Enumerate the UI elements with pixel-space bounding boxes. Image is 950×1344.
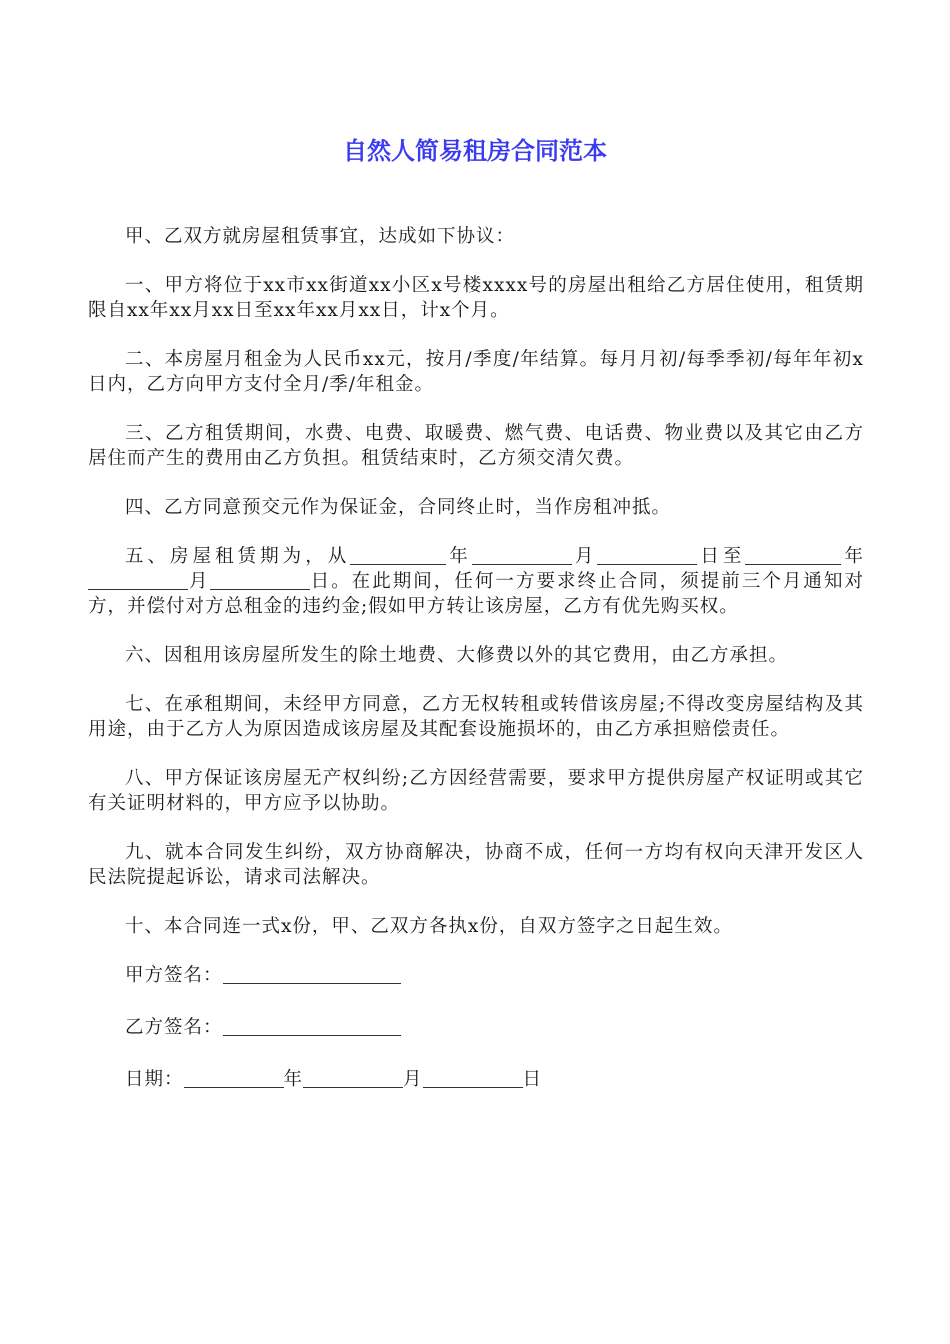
date-year-blank[interactable]	[184, 1067, 284, 1088]
clause-1: 一、甲方将位于xx市xx街道xx小区x号楼xxxx号的房屋出租给乙方居住使用，租赁期限自xx年xx月xx日至xx年xx月xx日，计x个月。	[88, 275, 864, 321]
clause-5-month-2: 月	[188, 571, 210, 592]
clause-4: 四、乙方同意预交元作为保证金，合同终止时，当作房租冲抵。	[125, 497, 672, 518]
party-b-label: 乙方签名：	[125, 1017, 223, 1038]
start-month-blank[interactable]	[472, 544, 572, 565]
clause-8: 八、甲方保证该房屋无产权纠纷;乙方因经营需要，要求甲方提供房屋产权证明或其它有关证明材料的，甲方应予以协助。	[88, 768, 864, 814]
start-year-blank[interactable]	[350, 544, 446, 565]
date-month-label: 月	[403, 1069, 423, 1090]
party-b-signature	[88, 1015, 864, 1041]
intro-paragraph: 甲、乙双方就房屋租赁事宜，达成如下协议：	[125, 226, 516, 247]
document-body	[88, 224, 864, 1119]
party-a-signature	[88, 963, 864, 989]
clause-5-year-2: 年	[841, 546, 864, 567]
clause-5-year-1: 年	[446, 546, 472, 567]
end-day-blank[interactable]	[210, 569, 310, 590]
clause-7: 七、在承租期间，未经甲方同意，乙方无权转租或转借该房屋;不得改变房屋结构及其用途，由于乙方人为原因造成该房屋及其配套设施损坏的，由乙方承担赔偿责任。	[88, 694, 864, 740]
clause-5	[88, 544, 864, 619]
date-line	[88, 1067, 864, 1093]
date-month-blank[interactable]	[303, 1067, 403, 1088]
clause-9: 九、就本合同发生纠纷，双方协商解决，协商不成，任何一方均有权向天津开发区人民法院提起诉讼，请求司法解决。	[88, 842, 864, 888]
document-title: 自然人简易租房合同范本	[343, 137, 607, 165]
clause-3: 三、乙方租赁期间，水费、电费、取暖费、燃气费、电话费、物业费以及其它由乙方居住而产生的费用由乙方负担。租赁结束时，乙方须交清欠费。	[88, 423, 864, 469]
party-b-signature-blank[interactable]	[223, 1015, 401, 1036]
clause-6: 六、因租用该房屋所发生的除土地费、大修费以外的其它费用，由乙方承担。	[125, 645, 789, 666]
party-a-label: 甲方签名：	[125, 965, 223, 986]
date-label: 日期：	[125, 1069, 184, 1090]
start-day-blank[interactable]	[597, 544, 697, 565]
end-month-blank[interactable]	[88, 569, 188, 590]
end-year-blank-a[interactable]	[745, 544, 841, 565]
clause-5-day-1: 日至	[697, 546, 746, 567]
date-year-label: 年	[283, 1069, 304, 1090]
party-a-signature-blank[interactable]	[223, 963, 401, 984]
clause-5-rest: 日。在此期间，任何一方要求终止合同，须提前三个月通知对方，并偿付对方总租金的违约金;假如甲方转让该房屋，乙方有优先购买权。	[88, 571, 864, 617]
clause-5-prefix: 五、房屋租赁期为，从	[125, 546, 351, 567]
clause-10: 十、本合同连一式x份，甲、乙双方各执x份，自双方签字之日起生效。	[125, 916, 733, 937]
date-day-blank[interactable]	[423, 1067, 523, 1088]
clause-5-month-1: 月	[571, 546, 598, 567]
clause-2: 二、本房屋月租金为人民币xx元，按月/季度/年结算。每月月初/每季季初/每年年初x日内，乙方向甲方支付全月/季/年租金。	[88, 349, 864, 395]
date-day-label: 日	[522, 1069, 543, 1090]
